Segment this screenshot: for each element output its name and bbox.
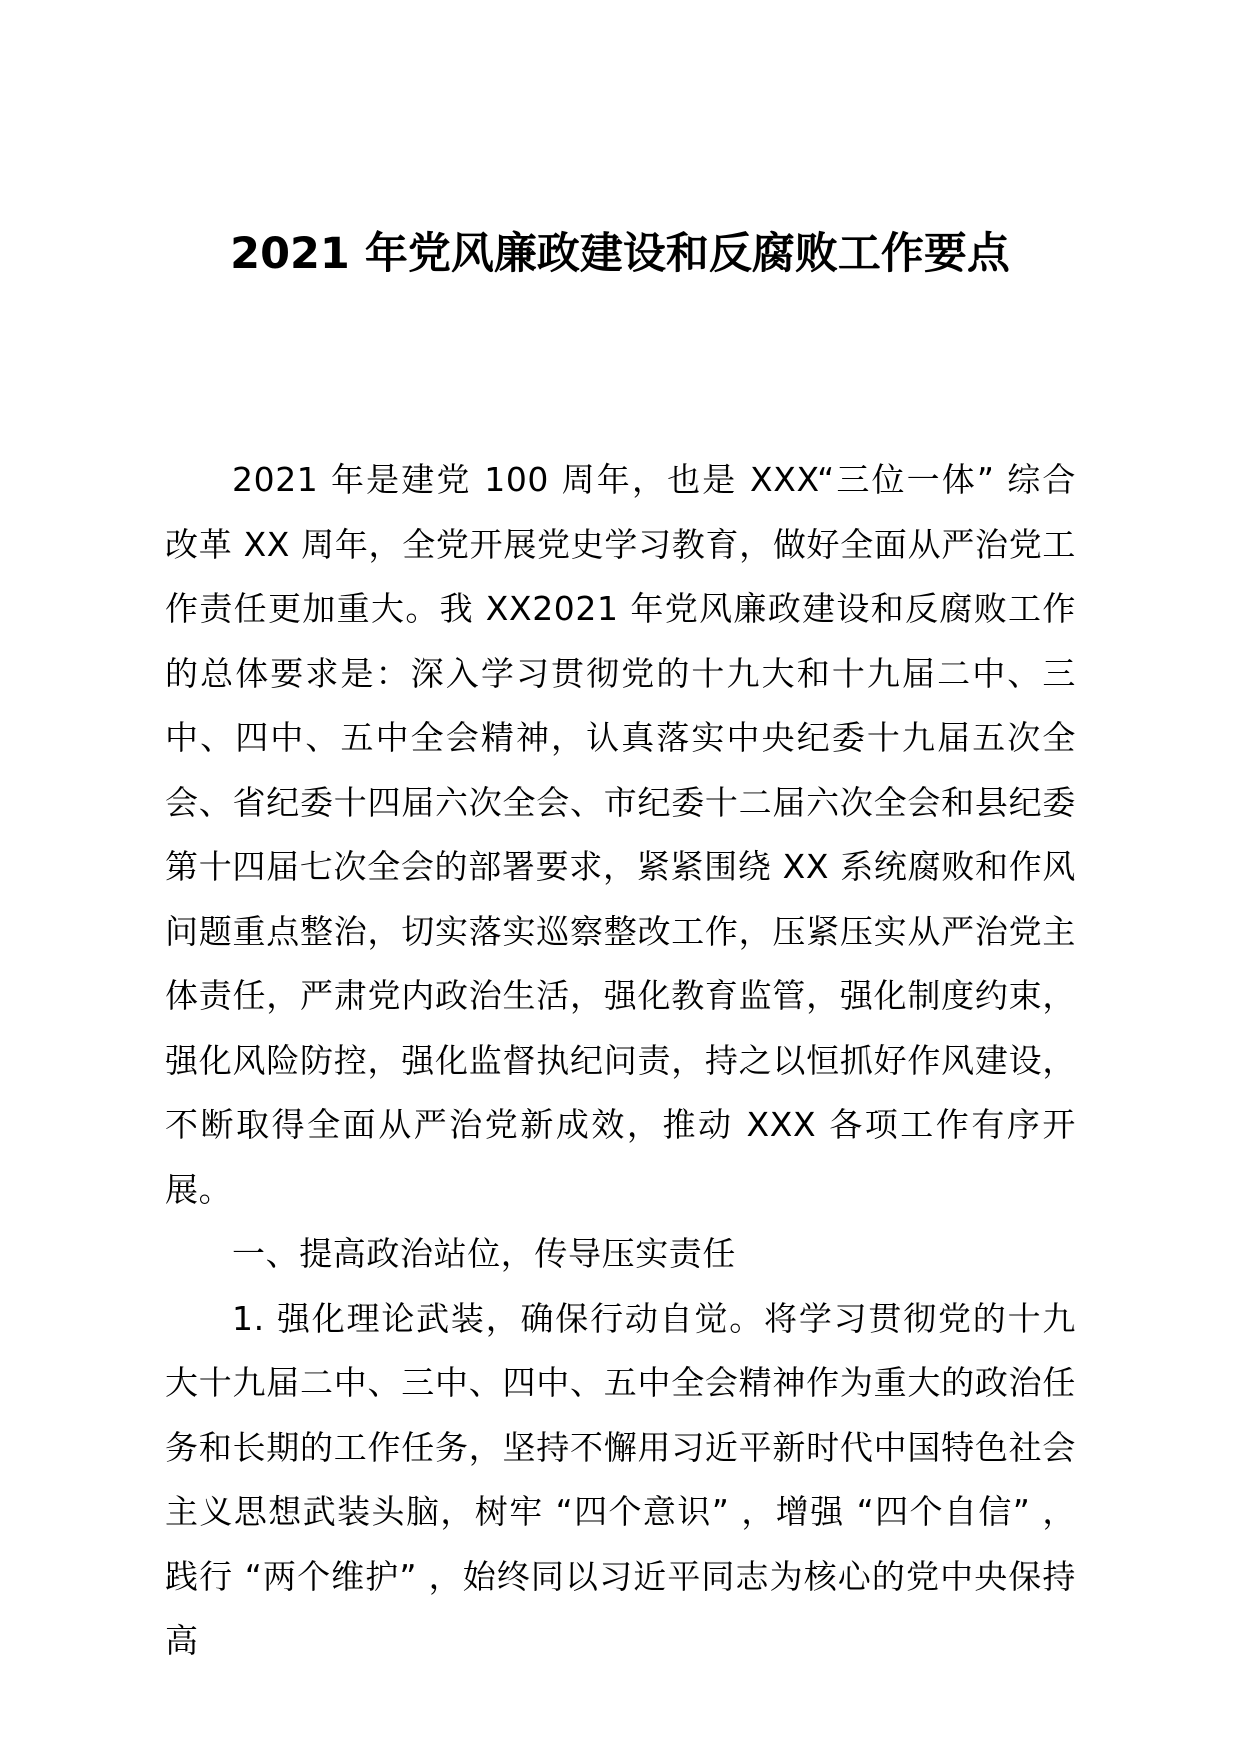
- item-paragraph-1: 1. 强化理论武装，确保行动自觉。将学习贯彻党的十九大十九届二中、三中、四中、五中全会精神作为重大的政治任务和长期的工作任务，坚持不懈用习近平新时代中国特色社会主义思想武装头脑，树牢 “四个意识” ，增强 “四个自信” ，践行 “两个维护” ，始终同以习近平同志为核心的党中央保持高: [165, 1298, 1076, 1660]
- intro-paragraph: 2021 年是建党 100 周年，也是 XXX“三位一体” 综合改革 XX 周年，全党开展党史学习教育，做好全面从严治党工作责任更加重大。我 XX2021 年党风廉政建设和反腐败工作的总体要求是：深入学习贯彻党的十九大和十九届二中、三中、四中、五中全会精神，认真落实中央纪委十九届五次全会、省纪委十四届六次全会、市纪委十二届六次全会和县纪委第十四届七次全会的部署要求，紧紧围绕 XX 系统腐败和作风问题重点整治，切实落实巡察整改工作，压紧压实从严治党主体责任，严肃党内政治生活，强化教育监管，强化制度约束，强化风险防控，强化监督执纪问责，持之以恒抓好作风建设，不断取得全面从严治党新成效，推动 XXX 各项工作有序开展。: [165, 460, 1076, 1209]
- section-heading-1: 一、提高政治站位，传导压实责任: [232, 1234, 736, 1273]
- document-title: 2021 年党风廉政建设和反腐败工作要点: [230, 229, 1010, 279]
- document-body: [165, 448, 1076, 1674]
